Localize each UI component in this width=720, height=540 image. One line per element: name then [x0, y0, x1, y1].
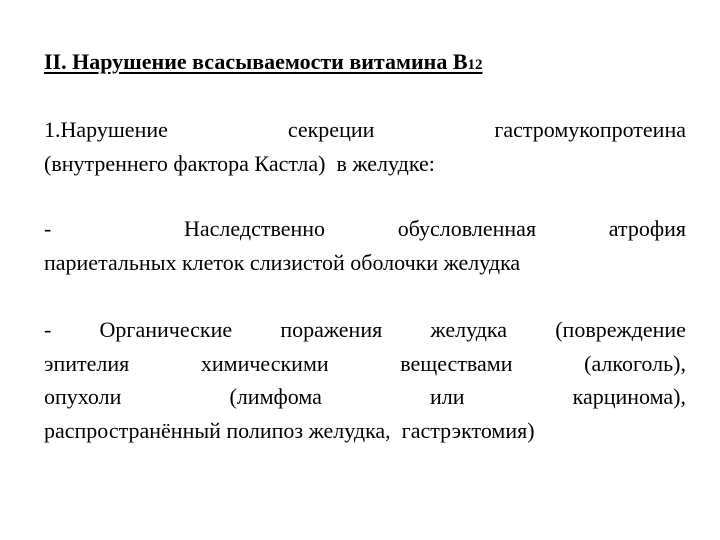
paragraph-line: [44, 212, 686, 246]
word: веществами: [400, 350, 513, 376]
word: (повреждение: [555, 317, 686, 342]
word: (лимфома: [229, 384, 322, 409]
paragraph-line: [44, 113, 686, 147]
paragraph-line: [44, 347, 686, 381]
paragraph-line: [44, 313, 686, 347]
word: 1.Нарушение: [44, 117, 168, 142]
word: обусловленная: [397, 216, 537, 241]
paragraph-line: распространённый полипоз желудка, гастрэктомия): [44, 417, 535, 443]
word: карцинома),: [572, 384, 686, 409]
paragraph-hereditary-atrophy: [44, 212, 686, 279]
word: секреции: [287, 117, 375, 142]
word: поражения: [280, 317, 383, 342]
word: Органические: [99, 317, 233, 342]
paragraph-line: париетальных клеток слизистой оболочки желудка: [44, 249, 521, 275]
word: гастромукопротеина: [494, 117, 686, 142]
bullet-dash: -: [44, 317, 52, 342]
bullet-dash: -: [44, 216, 52, 241]
paragraph-organic-lesions: [44, 313, 686, 447]
word: химическими: [200, 350, 329, 376]
paragraph-line: (внутреннего фактора Кастла) в желудке:: [44, 150, 435, 176]
word: опухоли: [44, 384, 122, 409]
paragraph-intrinsic-factor: [44, 113, 686, 180]
word: Наследственно: [184, 216, 326, 241]
section-heading: [44, 49, 483, 78]
word: эпителия: [44, 350, 130, 376]
heading-text: II. Нарушение всасываемости витамина В: [44, 49, 468, 74]
word: или: [429, 384, 465, 409]
heading-subscript: 12: [467, 57, 483, 73]
paragraph-line: [44, 380, 686, 414]
word: атрофия: [608, 216, 686, 241]
word: желудка: [430, 317, 508, 342]
word: (алкоголь),: [584, 350, 686, 376]
